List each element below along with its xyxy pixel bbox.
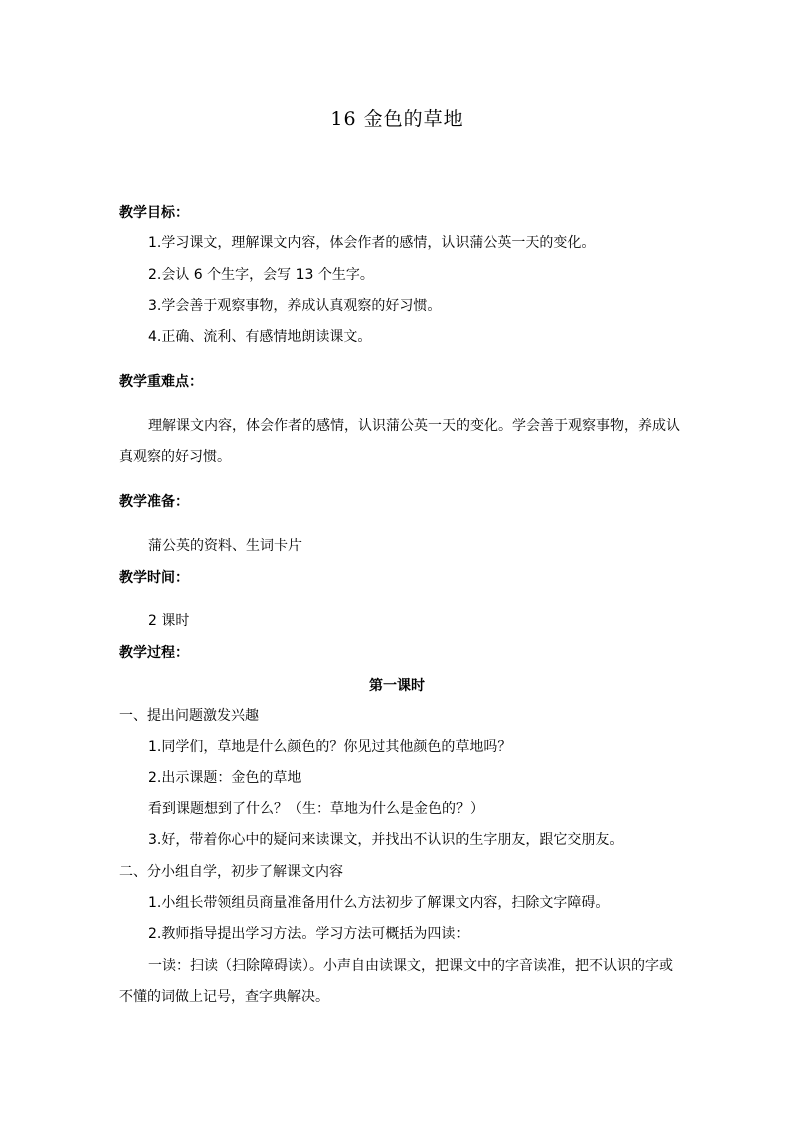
part1-heading: 一、提出问题激发兴趣 <box>119 708 259 724</box>
part1-item-4: 3.好，带着你心中的疑问来读课文，并找出不认识的生字朋友，跟它交朋友。 <box>148 832 624 848</box>
part2-item-3-line2: 不懂的词做上记号，查字典解决。 <box>119 989 329 1005</box>
part2-item-2: 2.教师指导提出学习方法。学习方法可概括为四读： <box>148 926 470 942</box>
goals-heading: 教学目标： <box>119 205 189 221</box>
part1-item-2: 2.出示课题：金色的草地 <box>148 770 302 786</box>
time-heading: 教学时间： <box>119 570 189 586</box>
time-text: 2 课时 <box>148 613 190 629</box>
goal-item-1: 1.学习课文，理解课文内容，体会作者的感情，认识蒲公英一天的变化。 <box>148 235 596 251</box>
prep-heading: 教学准备： <box>119 494 189 510</box>
part2-item-1: 1.小组长带领组员商量准备用什么方法初步了解课文内容，扫除文字障碍。 <box>148 895 610 911</box>
lesson-title: 第一课时 <box>369 678 425 694</box>
part1-item-1: 1.同学们，草地是什么颜色的？你见过其他颜色的草地吗？ <box>148 739 512 755</box>
part2-item-3-line1: 一读：扫读（扫除障碍读）。小声自由读课文，把课文中的字音读准，把不认识的字或 <box>148 958 673 974</box>
key-points-text-line2: 真观察的好习惯。 <box>119 449 231 465</box>
goal-item-2: 2.会认 6 个生字，会写 13 个生字。 <box>148 267 374 283</box>
key-points-text-line1: 理解课文内容，体会作者的感情，认识蒲公英一天的变化。学会善于观察事物，养成认 <box>148 418 680 434</box>
goal-item-3: 3.学会善于观察事物，养成认真观察的好习惯。 <box>148 298 442 314</box>
prep-text: 蒲公英的资料、生词卡片 <box>148 538 302 554</box>
key-points-heading: 教学重难点： <box>119 374 203 390</box>
part2-heading: 二、分小组自学，初步了解课文内容 <box>119 864 343 880</box>
goal-item-4: 4.正确、流利、有感情地朗读课文。 <box>148 329 372 345</box>
part1-item-3: 看到课题想到了什么？（生：草地为什么是金色的？） <box>148 801 484 817</box>
process-heading: 教学过程： <box>119 645 189 661</box>
page-title: 16 金色的草地 <box>330 108 464 130</box>
